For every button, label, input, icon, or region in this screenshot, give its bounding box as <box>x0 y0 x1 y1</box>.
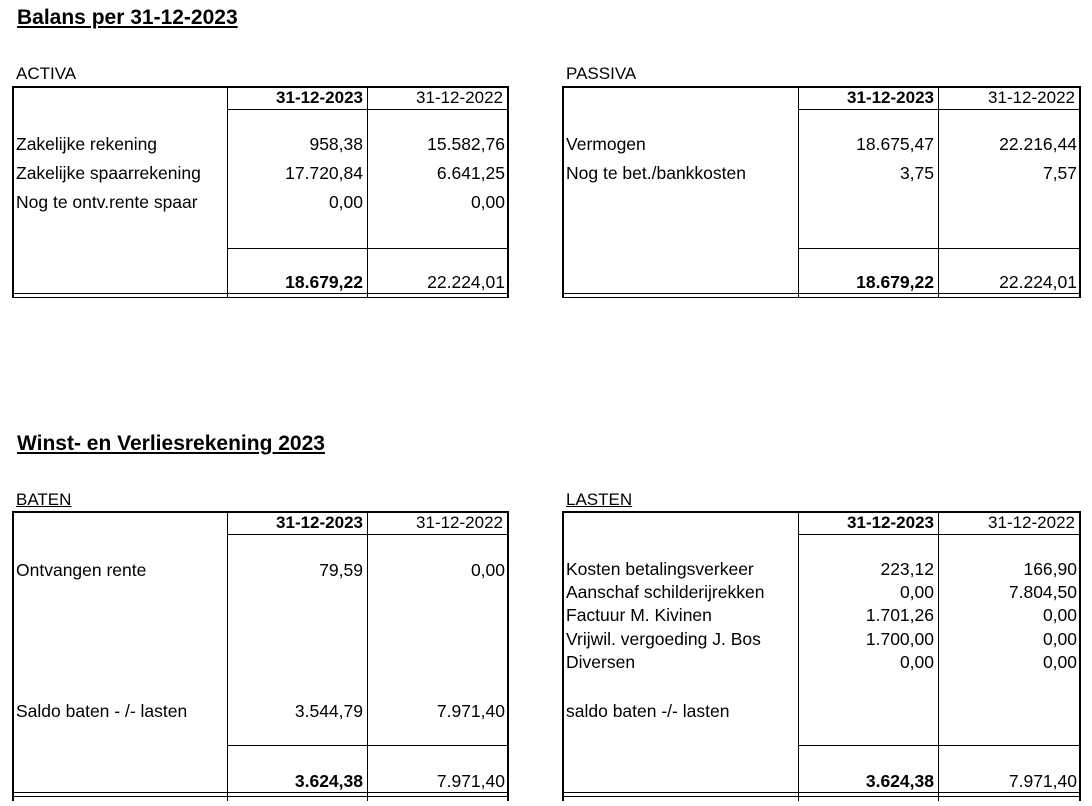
activa-label: ACTIVA <box>16 64 77 83</box>
baten-label: BATEN <box>16 490 72 509</box>
table-row: Nog te bet./bankkosten 3,75 7,57 <box>566 163 1077 183</box>
table-row: Factuur M. Kivinen 1.701,26 0,00 <box>566 605 1077 625</box>
baten-col-2023: 31-12-2023 <box>276 513 363 532</box>
total-row: 3.624,38 7.971,40 <box>865 771 1077 791</box>
table-row: Zakelijke rekening 958,38 15.582,76 <box>16 134 505 154</box>
table-row: Kosten betalingsverkeer 223,12 166,90 <box>566 559 1077 579</box>
table-row: Vermogen 18.675,47 22.216,44 <box>566 134 1077 154</box>
table-row: Vrijwil. vergoeding J. Bos 1.700,00 0,00 <box>566 629 1077 649</box>
saldo-row: Saldo baten - /- lasten 3.544,79 7.971,40 <box>16 701 505 721</box>
passiva-col-2023: 31-12-2023 <box>847 88 934 107</box>
passiva-table <box>562 86 1081 299</box>
total-row: 18.679,22 22.224,01 <box>285 272 505 292</box>
passiva-col-2022: 31-12-2022 <box>988 88 1075 107</box>
table-row: Aanschaf schilderijrekken 0,00 7.804,50 <box>566 582 1077 602</box>
lasten-label: LASTEN <box>566 490 633 509</box>
saldo-row: saldo baten -/- lasten <box>566 701 730 721</box>
total-row: 18.679,22 22.224,01 <box>856 272 1077 292</box>
baten-table <box>12 511 509 801</box>
lasten-table <box>562 511 1081 801</box>
pl-title: Winst- en Verliesrekening 2023 <box>17 432 325 455</box>
passiva-label: PASSIVA <box>566 64 637 83</box>
lasten-col-2023: 31-12-2023 <box>847 513 934 532</box>
baten-col-2022: 31-12-2022 <box>416 513 503 532</box>
lasten-col-2022: 31-12-2022 <box>988 513 1075 532</box>
table-row: Nog te ontv.rente spaar 0,00 0,00 <box>16 192 505 212</box>
table-row: Diversen 0,00 0,00 <box>566 652 1077 672</box>
balance-title: Balans per 31-12-2023 <box>17 6 238 29</box>
activa-table <box>12 86 509 299</box>
total-row: 3.624,38 7.971,40 <box>294 771 505 791</box>
activa-col-2022: 31-12-2022 <box>416 88 503 107</box>
activa-col-2023: 31-12-2023 <box>276 88 363 107</box>
table-row: Ontvangen rente 79,59 0,00 <box>16 560 505 580</box>
table-row: Zakelijke spaarrekening 17.720,84 6.641,25 <box>16 163 505 183</box>
